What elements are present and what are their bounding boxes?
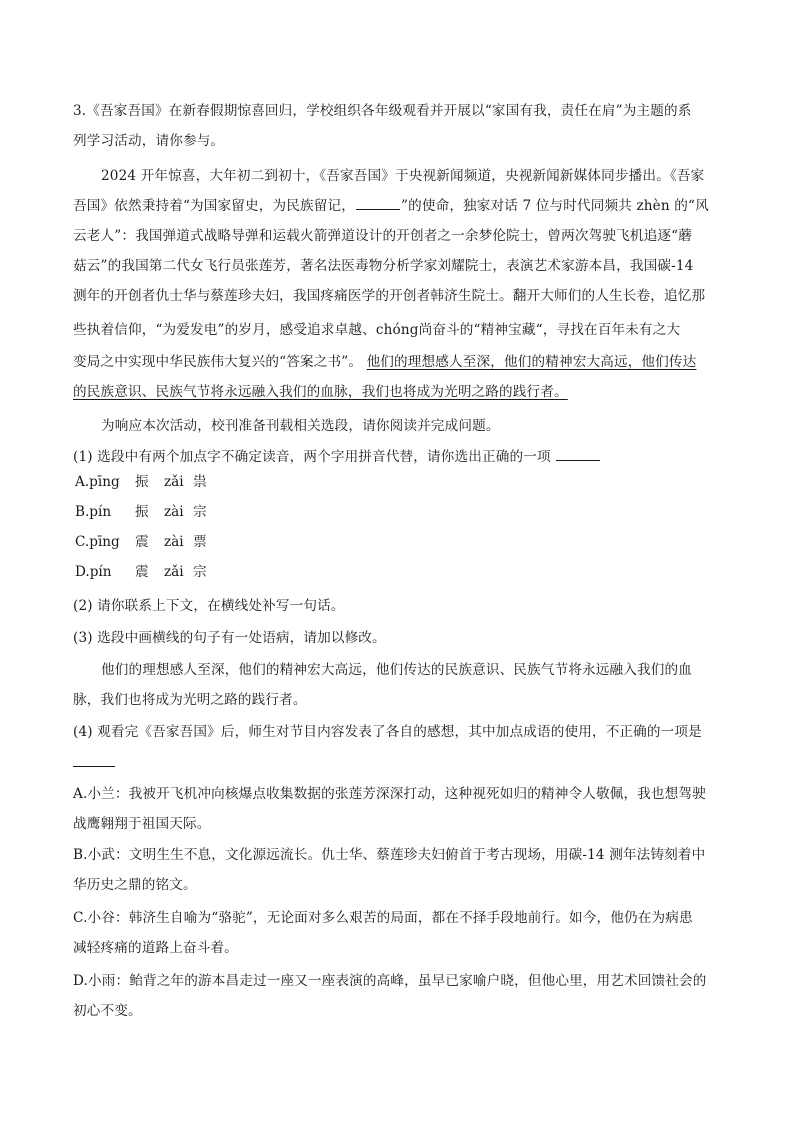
q4-prompt: (4) 观看完《吾家吾国》后，师生对节目内容发表了各自的感想，其中加点成语的使用，不正确的一项是 <box>73 724 702 740</box>
passage-line-2b: ”的使命，独家对话 7 位与时代同频共 zhèn 的“风 <box>400 198 709 214</box>
q2-prompt: (2) 请你联系上下文，在横线处补写一句话。 <box>73 598 345 614</box>
q4-option-b-line-2: 华历史之鼎的铭文。 <box>73 877 197 893</box>
question-stem-line-1: 3.《吾家吾国》在新春假期惊喜回归，学校组织各年级观看并开展以“家国有我，责任在肩”为主题的系 <box>73 103 692 119</box>
passage-line-7 <box>73 352 696 372</box>
passage-line-1: 2024 开年惊喜，大年初二到初十，《吾家吾国》于央视新闻频道，央视新闻新媒体同步播出。《吾家 <box>101 168 705 184</box>
q4-option-d-line-2: 初心不变。 <box>73 1003 142 1019</box>
q4-option-c-line-1: C.小谷：韩济生自喻为“骆驼”，无论面对多么艰苦的局面，都在不择手段地前行。如今，他仍在为病患 <box>73 910 693 926</box>
q4-option-b-line-1: B.小武：文明生生不息，文化源远流长。仇士华、蔡莲珍夫妇俯首于考古现场，用碳-14 测年法铸刻着中 <box>73 847 706 863</box>
activity-intro: 为响应本次活动，校刊准备刊载相关选段，请你阅读并完成问题。 <box>101 418 500 434</box>
question-stem-line-2: 列学习活动，请你参与。 <box>73 133 225 149</box>
passage-line-2 <box>73 196 709 216</box>
passage-line-4: 菇云”的我国第二代女飞行员张莲芳，著名法医毒物分析学家刘耀院士，表演艺术家游本昌，我国碳-14 <box>73 258 694 274</box>
q3-prompt: (3) 选段中画横线的句子有一处语病，请加以修改。 <box>73 630 386 646</box>
q3-sentence-line-1: 他们的理想感人至深，他们的精神宏大高远，他们传达的民族意识、民族气节将永远融入我们的血 <box>101 662 692 678</box>
q4-option-a-line-1: A.小兰：我被开飞机冲向核爆点收集数据的张莲芳深深打动，这种视死如归的精神令人敬佩，我也想驾驶 <box>73 786 706 802</box>
q4-option-a-line-2: 战鹰翱翔于祖国天际。 <box>73 816 211 832</box>
passage-line-7a: 变局之中实现中华民族伟大复兴的“答案之书”。 <box>73 354 363 370</box>
q3-sentence-line-2: 脉，我们也将成为光明之路的践行者。 <box>73 692 307 708</box>
answer-blank-q1[interactable] <box>556 448 600 461</box>
underlined-sentence-part-2: 的民族意识、民族气节将永远融入我们的血脉，我们也将成为光明之路的践行者。 <box>73 384 568 400</box>
q4-option-d-line-1: D.小雨：鲐背之年的游本昌走过一座又一座表演的高峰，虽早已家喻户晓，但他心里，用艺术回馈社会的 <box>73 973 707 989</box>
passage-line-2a: 吾国》依然秉持着“为国家留史，为民族留记， <box>73 198 355 214</box>
q4-option-c-line-2: 减轻疼痛的道路上奋斗着。 <box>73 940 238 956</box>
passage-line-6: 些执着信仰，“为爱发电”的岁月，感受追求卓越、chóng尚奋斗的“精神宝藏“，寻找在百年未有之大 <box>73 322 681 338</box>
answer-blank-q4[interactable] <box>73 766 115 767</box>
passage-line-3: 云老人”：我国弹道式战略导弹和运载火箭弹道设计的开创者之一余梦伦院士，曾两次驾驶飞机追逐“蘑 <box>73 228 692 244</box>
exam-page: 3.《吾家吾国》在新春假期惊喜回归，学校组织各年级观看并开展以“家国有我，责任在肩”为主题的系 列学习活动，请你参与。 2024 开年惊喜，大年初二到初十，《吾家吾国》于央视新闻频道，央视新闻新媒体同步播出。《吾家 吾国》依然秉持着“为国家留史，为民族留记， ”的使命，独家对话 7 位与时代同频共 zhèn 的“风 云老人”：我国弹道式战略导弹和运载火箭弹道设计的开创者之一余梦伦院士，曾两次驾驶飞机追逐“蘑 菇云”的我国第二代女飞行员张莲芳，著名法医毒物分析学家刘耀院士，表演艺术家游本昌，我国碳-14 测年的开创者仇士华与蔡莲珍夫妇，我国疼痛医学的开创者韩济生院士。翻开大师们的人生长卷，追忆那 些执着信仰，“为爱发电”的岁月，感受追求卓越、chóng尚奋斗的“精神宝藏“，寻找在百年未有之大 变局之中实现中华民族伟大复兴的“答案之书”。 他们的理想感人至深，他们的精神宏大高远，他们传达 的民族意识、民族气节将永远融入我们的血脉，我们也将成为光明之路的践行者。 为响应本次活动，校刊准备刊载相关选段，请你阅读并完成问题。 (1) 选段中有两个加点字不确定读音，两个字用拼音代替，请你选出正确的一项 A.pīng 振 zǎi 祟 B.pín 振 zài 宗 C.pīng 震 zài 票 D.pín 震 zǎi 宗 (2) 请你联系上下文，在横线处补写一句话。 (3) 选段中画横线的句子有一处语病，请加以修改。 他们的理想感人至深，他们的精神宏大高远，他们传达的民族意识、民族气节将永远融入我们的血 脉，我们也将成为光明之路的践行者。 (4) 观看完《吾家吾国》后，师生对节目内容发表了各自的感想，其中加点成语的使用，不正确的一项是 A.小兰：我被开飞机冲向核爆点收集数据的张莲芳深深打动，这种视死如归的精神令人敬佩，我也想驾驶 战鹰翱翔于祖国天际。 B.小武：文明生生不息，文化源远流长。仇士华、蔡莲珍夫妇俯首于考古现场，用碳-14 测年法铸刻着中 华历史之鼎的铭文。 C.小谷：韩济生自喻为“骆驼”，无论面对多么艰苦的局面，都在不择手段地前行。如今，他仍在为病患 减轻疼痛的道路上奋斗着。 D.小雨：鲐背之年的游本昌走过一座又一座表演的高峰，虽早已家喻户晓，但他心里，用艺术回馈社会的 初心不变。 <box>73 103 709 1019</box>
underlined-sentence-part-1: 他们的理想感人至深，他们的精神宏大高远，他们传达 <box>366 354 697 370</box>
q1-prompt: (1) 选段中有两个加点字不确定读音，两个字用拼音代替，请你选出正确的一项 <box>73 447 601 467</box>
fill-blank[interactable] <box>356 197 400 210</box>
passage-line-5: 测年的开创者仇士华与蔡莲珍夫妇，我国疼痛医学的开创者韩济生院士。翻开大师们的人生长卷，追忆那 <box>73 288 706 304</box>
